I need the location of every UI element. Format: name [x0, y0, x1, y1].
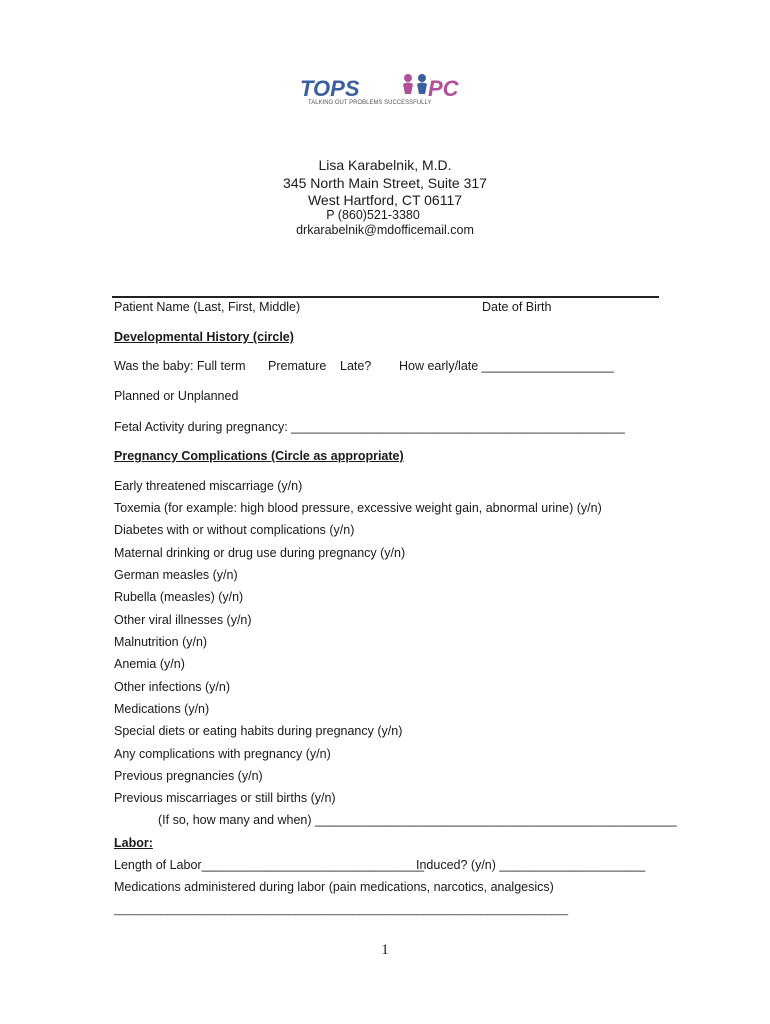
complication-item[interactable]: Other viral illnesses (y/n) [114, 613, 252, 627]
address-line-1: 345 North Main Street, Suite 317 [283, 175, 487, 191]
complication-item[interactable]: Previous miscarriages or still births (y/n) [114, 791, 336, 805]
labor-heading: Labor: [114, 836, 153, 850]
how-early-late-field[interactable]: How early/late ___________________ [399, 359, 614, 373]
complication-item[interactable]: Maternal drinking or drug use during pregnancy (y/n) [114, 546, 406, 560]
if-so-how-many-field[interactable]: (If so, how many and when) ____________________________________________________ [158, 813, 677, 827]
length-of-labor-field[interactable]: Length of Labor________________________________ [114, 858, 425, 872]
complication-item[interactable]: Malnutrition (y/n) [114, 635, 208, 649]
complication-item[interactable]: Toxemia (for example: high blood pressure, excessive weight gain, abnormal urine) (y/n) [114, 501, 602, 515]
logo-tagline: TALKING OUT PROBLEMS SUCCESSFULLY [308, 100, 432, 106]
baby-term-label[interactable]: Was the baby: Full term [114, 359, 246, 373]
complication-item[interactable]: Early threatened miscarriage (y/n) [114, 479, 303, 493]
pregnancy-complications-heading: Pregnancy Complications (Circle as appropriate) [114, 449, 404, 463]
complication-item[interactable]: Previous pregnancies (y/n) [114, 769, 263, 783]
address-line-2: West Hartford, CT 06117 [307, 192, 463, 208]
date-of-birth-label: Date of Birth [482, 300, 552, 314]
tops-pc-logo [300, 72, 475, 106]
premature-option[interactable]: Premature [268, 359, 327, 373]
logo-brand-right: PC [428, 76, 459, 101]
planned-unplanned-option[interactable]: Planned or Unplanned [114, 389, 239, 403]
logo-brand-left: TOPS [300, 76, 360, 101]
complication-item[interactable]: Other infections (y/n) [114, 680, 231, 694]
late-option[interactable]: Late? [340, 359, 372, 373]
page-number: 1 [381, 942, 389, 958]
complication-item[interactable]: Medications (y/n) [114, 702, 210, 716]
complication-item[interactable]: Anemia (y/n) [114, 657, 185, 671]
patient-name-label: Patient Name (Last, First, Middle) [114, 300, 301, 314]
developmental-history-heading: Developmental History (circle) [114, 330, 294, 344]
complication-item[interactable]: Special diets or eating habits during pregnancy (y/n) [114, 724, 403, 738]
complication-item[interactable]: Diabetes with or without complications (y/n) [114, 523, 355, 537]
patient-name-line [112, 296, 659, 298]
fetal-activity-field[interactable]: Fetal Activity during pregnancy: ________________________________________________ [114, 420, 625, 434]
doctor-name: Lisa Karabelnik, M.D. [318, 157, 452, 173]
induced-field[interactable]: Induced? (y/n) _____________________ [416, 858, 646, 872]
email: drkarabelnik@mdofficemail.com [296, 223, 474, 237]
labor-medications-label: Medications administered during labor (pain medications, narcotics, analgesics) [114, 880, 554, 894]
complication-item[interactable]: German measles (y/n) [114, 568, 238, 582]
labor-medications-blank[interactable]: ______________________________________________________________________________ [114, 904, 568, 916]
complication-item[interactable]: Rubella (measles) (y/n) [114, 590, 244, 604]
phone: P (860)521-3380 [326, 208, 420, 222]
complication-item[interactable]: Any complications with pregnancy (y/n) [114, 747, 331, 761]
logo-figures-icon [403, 74, 427, 94]
